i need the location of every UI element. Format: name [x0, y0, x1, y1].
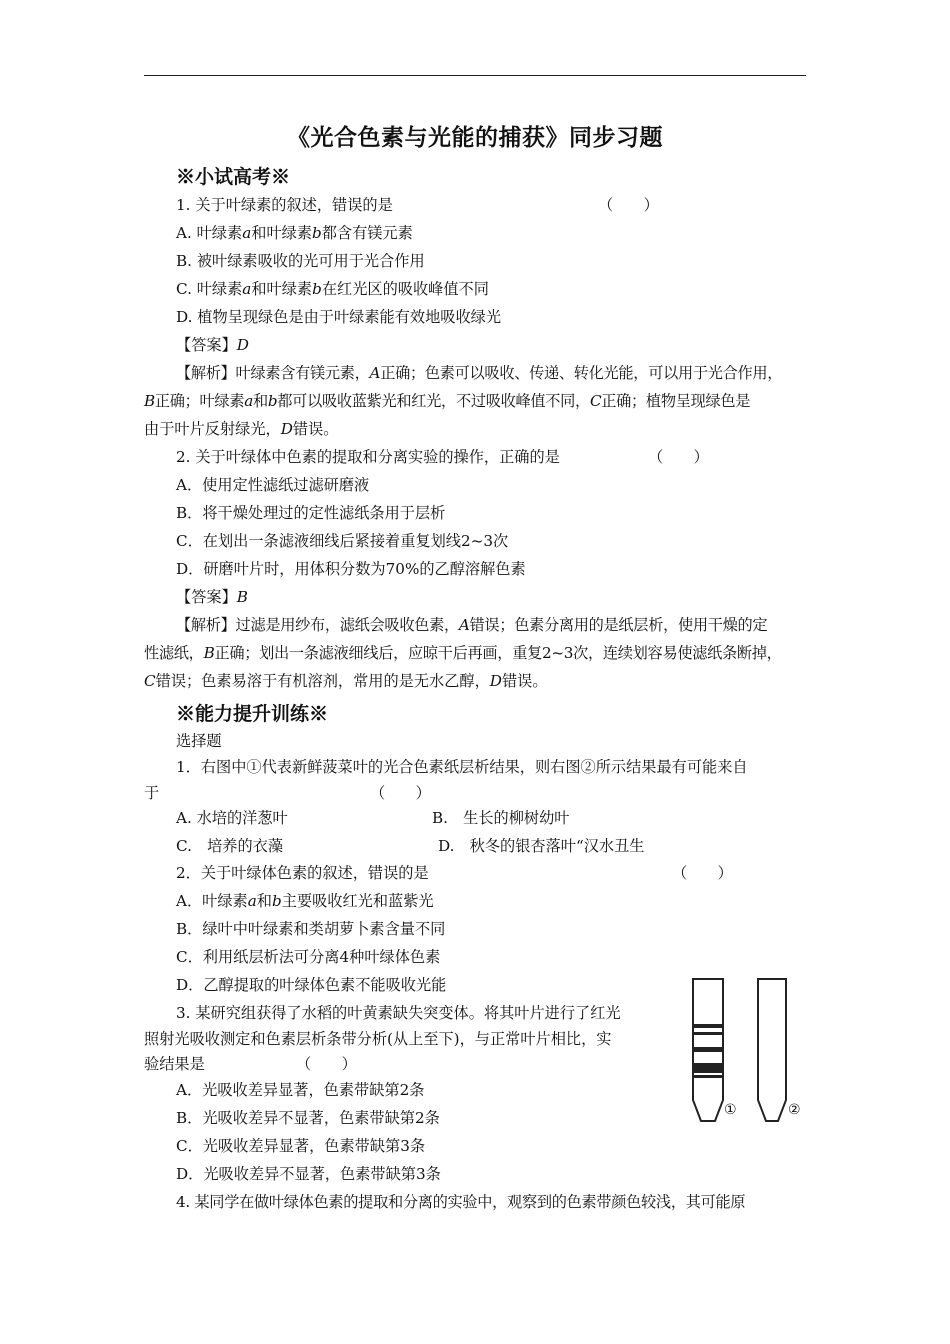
p1-bracket: （ ）	[370, 784, 431, 802]
p2-option-a: A．叶绿素a和b主要吸收红光和蓝紫光	[176, 892, 434, 910]
q2-stem: 2. 关于叶绿体中色素的提取和分离实验的操作，正确的是	[176, 448, 560, 466]
q1-explanation-line-3: 由于叶片反射绿光，D错误。	[144, 420, 339, 438]
q1-option-d: D. 植物呈现绿色是由于叶绿素能有效地吸收绿光	[176, 308, 502, 326]
q1-option-a: A. 叶绿素a和叶绿素b都含有镁元素	[176, 224, 413, 242]
p1-option-a: A. 水培的洋葱叶	[176, 809, 288, 827]
q2-explanation-line-1: 【解析】过滤是用纱布，滤纸会吸收色素，A错误；色素分离用的是纸层析，使用干燥的定	[176, 616, 768, 634]
pigment-band-2	[694, 1032, 722, 1035]
p3-option-b: B．光吸收差异不显著，色素带缺第2条	[176, 1109, 440, 1127]
p2-bracket: （ ）	[672, 864, 733, 882]
p1-option-d: D. 秋冬的银杏落叶“汉水丑生	[438, 837, 645, 855]
subheading: 选择题	[176, 732, 222, 750]
p3-stem-line-2: 照射光吸收测定和色素层析条带分析(从上至下)，与正常叶片相比，实	[144, 1030, 612, 1048]
p3-bracket: （ ）	[296, 1055, 357, 1073]
q2-bracket: （ ）	[648, 448, 709, 466]
q1-option-c: C. 叶绿素a和叶绿素b在红光区的吸收峰值不同	[176, 280, 489, 298]
chromatography-figure	[686, 975, 816, 1125]
p1-option-b: B. 生长的柳树幼叶	[432, 809, 570, 827]
p1-stem-line-1: 1．右图中①代表新鲜菠菜叶的光合色素纸层析结果，则右图②所示结果最有可能来自	[176, 758, 748, 776]
p3-stem-line-3: 验结果是	[144, 1055, 205, 1073]
p3-option-a: A．光吸收差异显著，色素带缺第2条	[176, 1081, 425, 1099]
q1-explanation-line-2: B正确；叶绿素a和b都可以吸收蓝紫光和红光，不过吸收峰值不同，C正确；植物呈现绿色是	[144, 392, 751, 410]
q1-option-b: B. 被叶绿素吸收的光可用于光合作用	[176, 252, 425, 270]
section-heading-1: ※小试高考※	[176, 166, 291, 188]
page-title: 《光合色素与光能的捕获》同步习题	[287, 124, 663, 151]
pigment-band-1	[694, 1024, 722, 1028]
p2-option-c: C．利用纸层析法可分离4种叶绿体色素	[176, 948, 441, 966]
p1-option-c: C. 培养的衣藻	[176, 837, 284, 855]
q1-answer: 【答案】D	[176, 336, 249, 354]
p3-option-c: C．光吸收差异显著，色素带缺第3条	[176, 1137, 426, 1155]
header-rule	[144, 75, 806, 76]
p4-stem: 4. 某同学在做叶绿体色素的提取和分离的实验中，观察到的色素带颜色较浅，其可能原	[176, 1193, 746, 1211]
q2-explanation-line-2: 性滤纸，B正确；划出一条滤液细线后，应晾干后再画，重复2~3次，连续划容易使滤纸条断掉，	[144, 644, 782, 662]
p2-stem: 2．关于叶绿体色素的叙述，错误的是	[176, 864, 429, 882]
paper-strip-2	[758, 979, 786, 1121]
q2-option-c: C．在划出一条滤液细线后紧接着重复划线2~3次	[176, 532, 509, 550]
pigment-band-5	[694, 1075, 722, 1078]
p2-option-d: D．乙醇提取的叶绿体色素不能吸收光能	[176, 976, 447, 994]
p3-option-d: D．光吸收差异不显著，色素带缺第3条	[176, 1165, 441, 1183]
figure-label-1: ①	[724, 1102, 737, 1118]
section-heading-2: ※能力提升训练※	[176, 703, 329, 725]
q2-option-d: D．研磨叶片时，用体积分数为70%的乙醇溶解色素	[176, 560, 526, 578]
q1-explanation-line-1: 【解析】叶绿素含有镁元素，A正确；色素可以吸收、传递、转化光能，可以用于光合作用，	[176, 364, 783, 382]
p1-stem-line-2: 于	[144, 784, 160, 802]
q2-answer: 【答案】B	[176, 588, 248, 606]
q2-option-b: B．将干燥处理过的定性滤纸条用于层析	[176, 504, 446, 522]
figure-label-2: ②	[788, 1102, 801, 1118]
pigment-band-4	[694, 1063, 722, 1073]
q2-explanation-line-3: C错误；色素易溶于有机溶剂，常用的是无水乙醇，D错误。	[144, 672, 548, 690]
p3-stem-line-1: 3. 某研究组获得了水稻的叶黄素缺失突变体。将其叶片进行了红光	[176, 1004, 621, 1022]
p2-option-b: B．绿叶中叶绿素和类胡萝卜素含量不同	[176, 920, 446, 938]
pigment-band-3	[694, 1047, 722, 1052]
q2-option-a: A．使用定性滤纸过滤研磨液	[176, 476, 370, 494]
q1-stem: 1. 关于叶绿素的叙述，错误的是	[176, 196, 393, 214]
q1-bracket: （ ）	[598, 196, 659, 214]
